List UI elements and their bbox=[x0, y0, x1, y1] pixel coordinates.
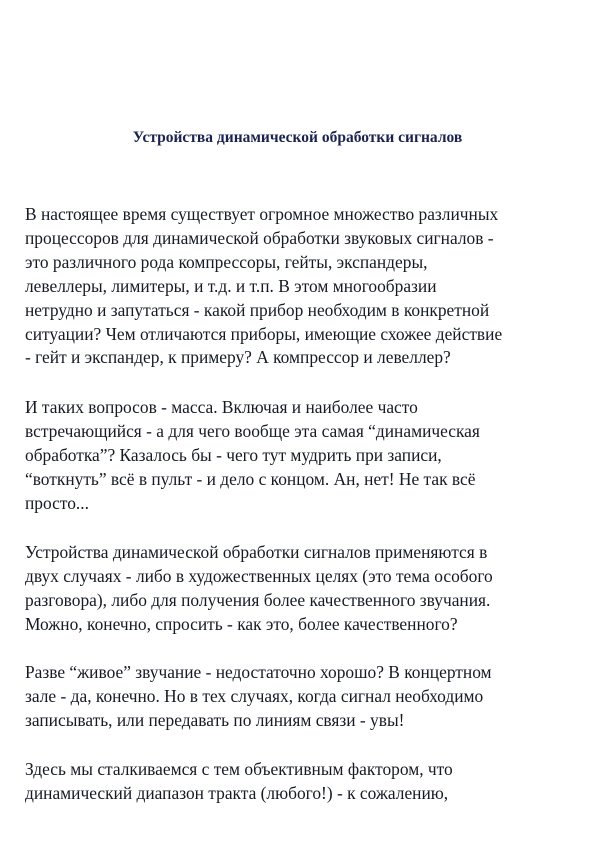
text-line: это различного рода компрессоры, гейты, экспандеры, bbox=[25, 251, 428, 272]
paragraph-dynamic-range bbox=[25, 758, 585, 806]
text-line: Разве “живое” звучание - недостаточно хорошо? В концертном bbox=[25, 662, 492, 682]
text-line: двух случаях - либо в художественных целях (это тема особого bbox=[25, 565, 493, 586]
paragraph-questions bbox=[25, 396, 585, 516]
text-line: Устройства динамической обработки сигналов применяются в bbox=[25, 542, 488, 562]
text-line: ситуации? Чем отличаются приборы, имеющие схожее действие bbox=[25, 323, 503, 344]
text-line: записывать, или передавать по линиям связи - увы! bbox=[25, 709, 405, 730]
document-title: Устройства динамической обработки сигналов bbox=[132, 129, 463, 146]
paragraph-usage bbox=[25, 541, 585, 637]
text-line: процессоров для динамической обработки звуковых сигналов - bbox=[25, 227, 494, 248]
text-line: просто... bbox=[25, 492, 89, 513]
text-line: встречающийся - а для чего вообще эта самая “динамическая bbox=[25, 420, 480, 441]
text-line: И таких вопросов - масса. Включая и наиболее часто bbox=[25, 397, 418, 417]
text-line: обработка”? Казалось бы - чего тут мудрить при записи, bbox=[25, 444, 442, 465]
text-line: зале - да, конечно. Но в тех случаях, когда сигнал необходимо bbox=[25, 685, 484, 706]
text-line: нетрудно и запутаться - какой прибор необходим в конкретной bbox=[25, 299, 490, 320]
text-line: динамический диапазон тракта (любого!) - к сожалению, bbox=[25, 782, 449, 803]
text-line: Можно, конечно, спросить - как это, более качественного? bbox=[25, 613, 458, 634]
text-line: “воткнуть” всё в пульт - и дело с концом. Ан, нет! Не так всё bbox=[25, 468, 476, 489]
paragraph-live-sound bbox=[25, 661, 585, 733]
text-line: левеллеры, лимитеры, и т.д. и т.п. В этом многообразии bbox=[25, 275, 437, 296]
text-line: Здесь мы сталкиваемся с тем объективным фактором, что bbox=[25, 759, 453, 779]
text-line: В настоящее время существует огромное множество различных bbox=[25, 204, 499, 224]
text-line: - гейт и экспандер, к примеру? А компрессор и левеллер? bbox=[25, 347, 451, 368]
text-line: разговора), либо для получения более качественного звучания. bbox=[25, 589, 491, 610]
paragraph-intro bbox=[25, 203, 585, 370]
